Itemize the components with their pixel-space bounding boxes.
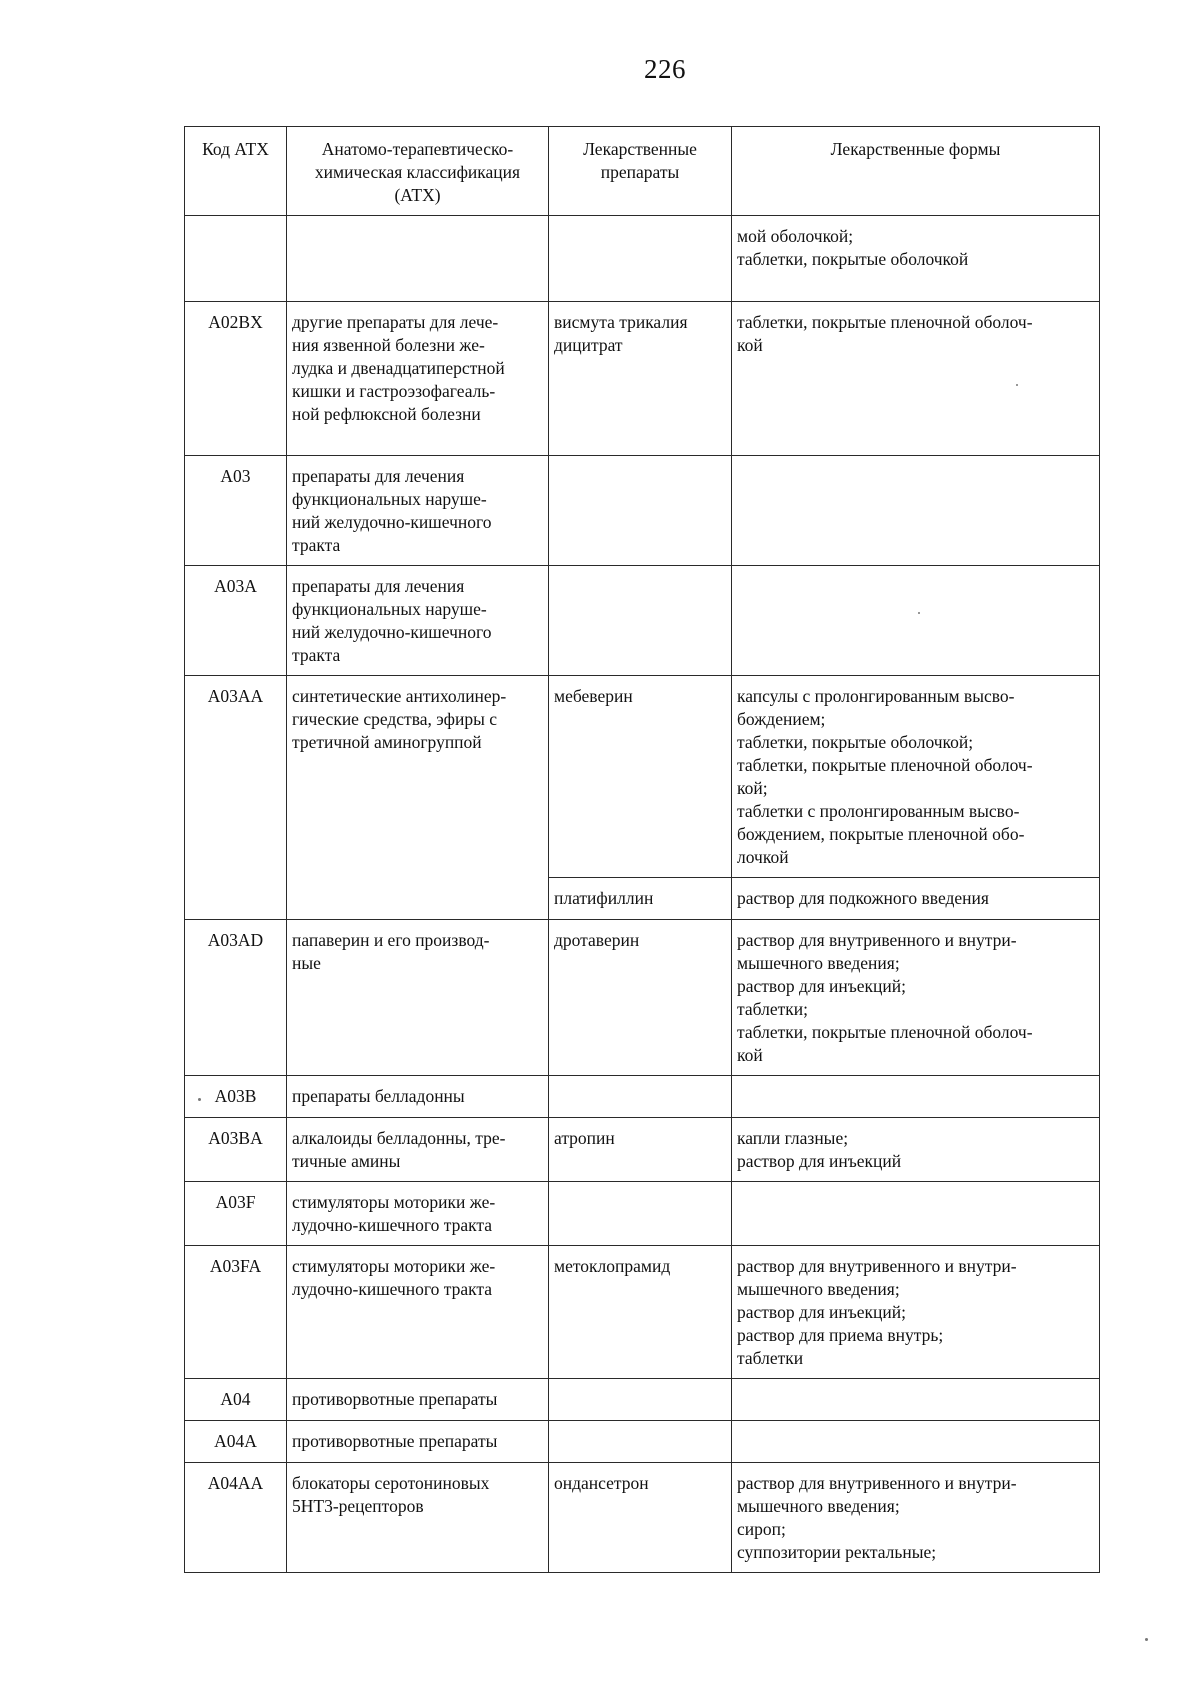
table-row xyxy=(185,1182,1100,1246)
header-drugs xyxy=(549,127,732,216)
classification-cell xyxy=(287,1118,549,1182)
forms-cell xyxy=(732,676,1100,878)
classification-line: алкалоиды белладонны, тре- xyxy=(292,1128,506,1148)
classification-line: ния язвенной болезни же- xyxy=(292,335,485,355)
table-row xyxy=(185,1379,1100,1421)
classification-cell xyxy=(287,456,549,566)
table-row xyxy=(185,456,1100,566)
atx-code-cell: A03BA xyxy=(185,1118,287,1182)
classification-line: синтетические антихолинер- xyxy=(292,686,507,706)
forms-line: таблетки, покрытые оболочкой; xyxy=(737,732,974,752)
header-line: препараты xyxy=(600,162,680,182)
forms-cell xyxy=(732,1182,1100,1246)
header-line: Лекарственные формы xyxy=(830,139,1001,159)
forms-cell xyxy=(732,456,1100,566)
forms-line: таблетки с пролонгированным высво- xyxy=(737,801,1020,821)
forms-line: мышечного введения; xyxy=(737,1279,900,1299)
forms-line: таблетки, покрытые оболочкой xyxy=(737,249,969,269)
forms-line: раствор для подкожного введения xyxy=(737,888,989,908)
classification-cell xyxy=(287,216,549,302)
classification-line: стимуляторы моторики же- xyxy=(292,1256,496,1276)
drug-cell xyxy=(549,456,732,566)
forms-line: таблетки, покрытые пленочной оболоч- xyxy=(737,755,1033,775)
forms-line: бождением, покрытые пленочной обо- xyxy=(737,824,1025,844)
classification-cell xyxy=(287,1421,549,1463)
classification-line: лудочно-кишечного тракта xyxy=(292,1279,493,1299)
classification-cell xyxy=(287,920,549,1076)
atx-code-cell: A03AA xyxy=(185,676,287,920)
classification-line: функциональных наруше- xyxy=(292,599,487,619)
forms-line: мой оболочкой; xyxy=(737,226,854,246)
forms-line: раствор для инъекций; xyxy=(737,976,907,996)
drug-cell xyxy=(549,216,732,302)
table-row xyxy=(185,1246,1100,1379)
forms-cell xyxy=(732,302,1100,456)
classification-line: 5HT3-рецепторов xyxy=(292,1496,424,1516)
forms-cell xyxy=(732,216,1100,302)
forms-cell xyxy=(732,566,1100,676)
classification-cell xyxy=(287,676,549,920)
drug-cell xyxy=(549,1463,732,1573)
table-row xyxy=(185,676,1100,878)
classification-line: другие препараты для лече- xyxy=(292,312,499,332)
classification-cell xyxy=(287,1076,549,1118)
scan-speck xyxy=(1016,384,1018,386)
classification-cell xyxy=(287,1463,549,1573)
classification-cell xyxy=(287,566,549,676)
forms-line: таблетки, покрытые пленочной оболоч- xyxy=(737,1022,1033,1042)
drug-cell xyxy=(549,302,732,456)
drug-cell xyxy=(549,566,732,676)
drug-cell xyxy=(549,1076,732,1118)
atx-table xyxy=(184,126,1100,1573)
forms-line: таблетки; xyxy=(737,999,808,1019)
forms-line: раствор для внутривенного и внутри- xyxy=(737,1256,1017,1276)
drug-line: дицитрат xyxy=(554,335,623,355)
atx-code-cell: A03 xyxy=(185,456,287,566)
table-row xyxy=(185,1463,1100,1573)
forms-line: мышечного введения; xyxy=(737,953,900,973)
table-header-row xyxy=(185,127,1100,216)
classification-line: третичной аминогруппой xyxy=(292,732,482,752)
forms-line: раствор для инъекций; xyxy=(737,1302,907,1322)
table-row xyxy=(185,302,1100,456)
atx-code-cell: A04AA xyxy=(185,1463,287,1573)
header-line: химическая классификация xyxy=(314,162,521,182)
forms-cell xyxy=(732,1118,1100,1182)
forms-line: капли глазные; xyxy=(737,1128,849,1148)
drug-line: атропин xyxy=(554,1128,615,1148)
forms-line: капсулы с пролонгированным высво- xyxy=(737,686,1015,706)
classification-line: ний желудочно-кишечного xyxy=(292,512,492,532)
classification-line: ной рефлюксной болезни xyxy=(292,404,481,424)
classification-line: гические средства, эфиры с xyxy=(292,709,498,729)
drug-line: висмута трикалия xyxy=(554,312,688,332)
classification-line: лудка и двенадцатиперстной xyxy=(292,358,505,378)
table-row xyxy=(185,1076,1100,1118)
header-forms xyxy=(732,127,1100,216)
atx-code-cell: A03A xyxy=(185,566,287,676)
drug-line: ондансетрон xyxy=(554,1473,649,1493)
drug-cell xyxy=(549,920,732,1076)
atx-code-cell: A03F xyxy=(185,1182,287,1246)
drug-cell xyxy=(549,1182,732,1246)
forms-line: раствор для приема внутрь; xyxy=(737,1325,944,1345)
forms-line: сироп; xyxy=(737,1519,786,1539)
classification-line: лудочно-кишечного тракта xyxy=(292,1215,493,1235)
forms-line: лочкой xyxy=(737,847,789,867)
forms-cell xyxy=(732,920,1100,1076)
drug-line: дротаверин xyxy=(554,930,640,950)
table-row xyxy=(185,920,1100,1076)
classification-line: кишки и гастроэзофагеаль- xyxy=(292,381,496,401)
forms-line: кой xyxy=(737,1045,763,1065)
classification-line: стимуляторы моторики же- xyxy=(292,1192,496,1212)
forms-cell xyxy=(732,1076,1100,1118)
classification-line: тракта xyxy=(292,645,341,665)
header-line: Анатомо-терапевтическо- xyxy=(321,139,514,159)
table-row xyxy=(185,1421,1100,1463)
classification-line: противорвотные препараты xyxy=(292,1389,498,1409)
classification-cell xyxy=(287,1182,549,1246)
drug-line: метоклопрамид xyxy=(554,1256,671,1276)
classification-line: препараты белладонны xyxy=(292,1086,465,1106)
table-row xyxy=(185,1118,1100,1182)
header-line: Код АТХ xyxy=(202,139,269,159)
table-row xyxy=(185,216,1100,302)
classification-line: ные xyxy=(292,953,321,973)
drug-cell xyxy=(549,1118,732,1182)
scan-speck xyxy=(1145,1638,1148,1641)
atx-code-cell: A02BX xyxy=(185,302,287,456)
forms-cell xyxy=(732,1379,1100,1421)
drug-cell xyxy=(549,676,732,878)
classification-line: ний желудочно-кишечного xyxy=(292,622,492,642)
classification-line: препараты для лечения xyxy=(292,466,465,486)
classification-line: тракта xyxy=(292,535,341,555)
header-classification xyxy=(287,127,549,216)
classification-cell xyxy=(287,1246,549,1379)
page-number: 226 xyxy=(644,54,686,84)
forms-line: суппозитории ректальные; xyxy=(737,1542,937,1562)
atx-code-cell xyxy=(185,216,287,302)
forms-cell xyxy=(732,1246,1100,1379)
classification-line: противорвотные препараты xyxy=(292,1431,498,1451)
atx-code-cell: A03FA xyxy=(185,1246,287,1379)
forms-line: раствор для внутривенного и внутри- xyxy=(737,1473,1017,1493)
scan-speck xyxy=(198,1098,201,1101)
forms-line: раствор для инъекций xyxy=(737,1151,902,1171)
classification-line: функциональных наруше- xyxy=(292,489,487,509)
drug-line: платифиллин xyxy=(554,888,654,908)
classification-cell xyxy=(287,302,549,456)
atx-code-cell: A03B xyxy=(185,1076,287,1118)
drug-line: мебеверин xyxy=(554,686,633,706)
atx-code-cell: A04A xyxy=(185,1421,287,1463)
drug-cell xyxy=(549,1379,732,1421)
forms-cell xyxy=(732,1421,1100,1463)
header-line: Лекарственные xyxy=(583,139,697,159)
header-code xyxy=(185,127,287,216)
drug-cell xyxy=(549,1421,732,1463)
forms-line: таблетки xyxy=(737,1348,804,1368)
forms-line: бождением; xyxy=(737,709,826,729)
scan-speck xyxy=(918,612,920,614)
forms-cell xyxy=(732,878,1100,920)
drug-cell xyxy=(549,1246,732,1379)
atx-code-cell: A03AD xyxy=(185,920,287,1076)
classification-line: папаверин и его производ- xyxy=(292,930,490,950)
atx-code-cell: A04 xyxy=(185,1379,287,1421)
forms-line: таблетки, покрытые пленочной оболоч- xyxy=(737,312,1033,332)
classification-line: тичные амины xyxy=(292,1151,401,1171)
classification-line: блокаторы серотониновых xyxy=(292,1473,490,1493)
forms-line: кой xyxy=(737,335,763,355)
drug-cell xyxy=(549,878,732,920)
forms-line: раствор для внутривенного и внутри- xyxy=(737,930,1017,950)
forms-cell xyxy=(732,1463,1100,1573)
classification-cell xyxy=(287,1379,549,1421)
header-line: (АТХ) xyxy=(394,185,441,205)
table-row xyxy=(185,566,1100,676)
classification-line: препараты для лечения xyxy=(292,576,465,596)
forms-line: мышечного введения; xyxy=(737,1496,900,1516)
forms-line: кой; xyxy=(737,778,768,798)
